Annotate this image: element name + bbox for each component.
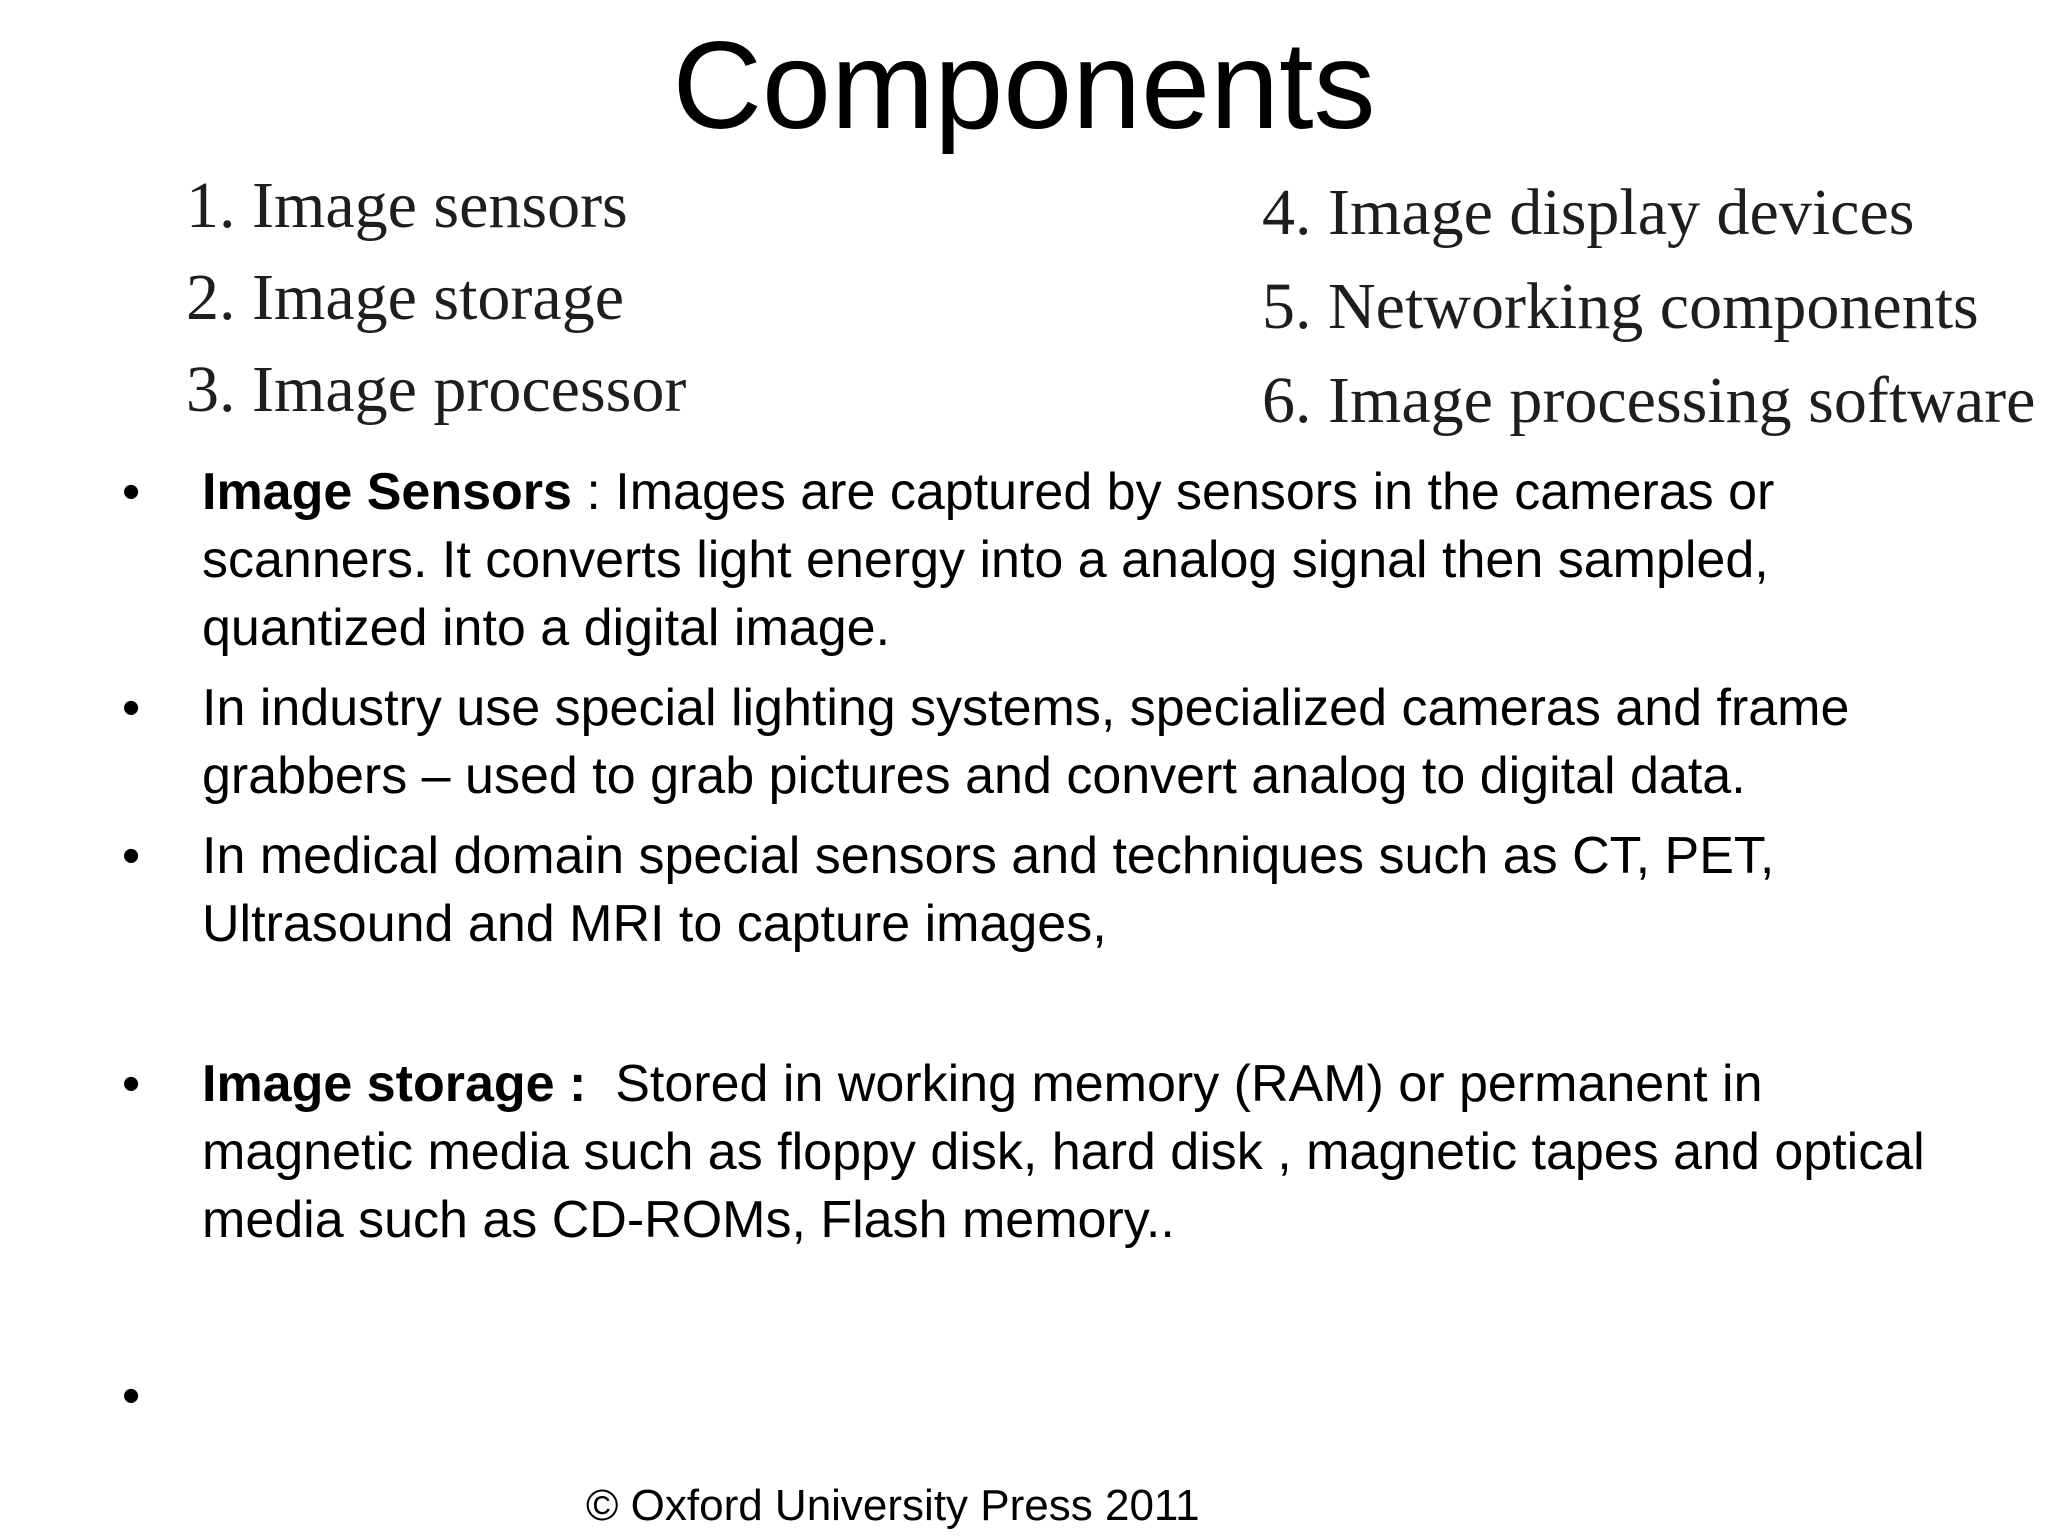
bullet-marker: • bbox=[122, 1055, 141, 1113]
components-list-left bbox=[186, 160, 686, 436]
bullet-text: In industry use special lighting systems, specialized cameras and frame grabbers – used to grab pictures and convert analog to digital data. bbox=[202, 679, 1850, 805]
component-item: 4. Image display devices bbox=[1262, 176, 1915, 249]
bullet-marker: • bbox=[122, 827, 141, 885]
bullet-marker: • bbox=[122, 1367, 141, 1425]
bullet-item-medical bbox=[122, 822, 1962, 958]
slide-title: Components bbox=[672, 17, 1376, 155]
bullet-list bbox=[122, 458, 1962, 1430]
components-list-right bbox=[1262, 166, 2035, 448]
bullet-text: Stored in working memory (RAM) or permanent in magnetic media such as floppy disk, hard disk , magnetic tapes and optical media such as CD-ROMs, Flash memory.. bbox=[202, 1055, 1940, 1249]
component-item: 3. Image processor bbox=[186, 353, 687, 426]
bullet-heading: Image storage : bbox=[202, 1055, 587, 1113]
component-item: 1. Image sensors bbox=[186, 169, 628, 242]
bullet-item-industry bbox=[122, 674, 1962, 810]
bullet-item-image-sensors bbox=[122, 458, 1962, 662]
bullet-text: : Images are captured by sensors in the cameras or scanners. It converts light energy into a analog signal then sampled, quantized into a digital image. bbox=[202, 463, 1775, 657]
bullet-item-image-storage bbox=[122, 1050, 1962, 1254]
bullet-marker: • bbox=[122, 463, 141, 521]
copyright-footer: © Oxford University Press 2011 bbox=[586, 1481, 1200, 1530]
bullet-marker: • bbox=[122, 679, 141, 737]
component-item: 2. Image storage bbox=[186, 261, 624, 334]
bullet-item-empty bbox=[122, 1362, 1962, 1430]
bullet-heading: Image Sensors bbox=[202, 463, 572, 521]
bullet-text: In medical domain special sensors and techniques such as CT, PET, Ultrasound and MRI to capture images, bbox=[202, 827, 1775, 953]
component-item: 6. Image processing software bbox=[1262, 364, 2036, 437]
component-item: 5. Networking components bbox=[1262, 270, 1979, 343]
